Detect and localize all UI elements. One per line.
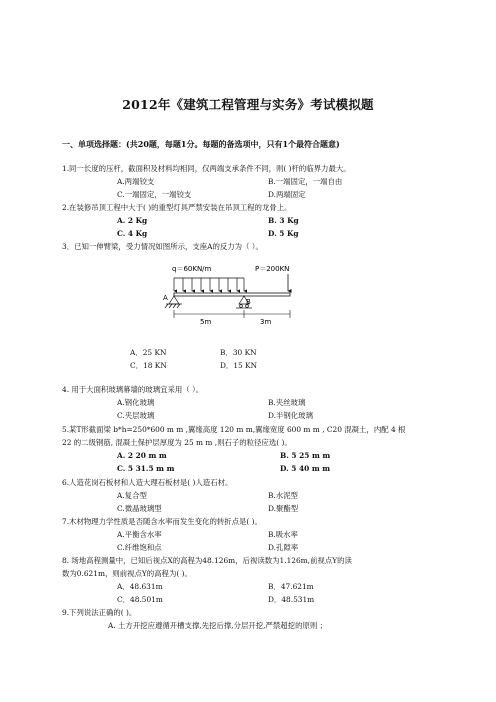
- span-2-label: 3m: [260, 318, 272, 326]
- question-1-option-d: D.两端固定: [268, 190, 306, 199]
- load-p-label: P＝200KN: [255, 265, 290, 273]
- question-4-option-b: B.夹丝玻璃: [268, 398, 306, 407]
- question-3-option-a: A．25 KN: [130, 348, 167, 357]
- question-6-stem: 6.人造花岗石板材和人造大理石板材是( )人造石材。: [62, 478, 233, 487]
- question-4-option-a: A.钢化玻璃: [117, 398, 155, 407]
- distributed-load: [174, 278, 244, 291]
- question-2-option-d: D. 5 Kg: [268, 229, 299, 238]
- load-q-label: q＝60KN/m: [172, 265, 212, 273]
- question-6-option-b: B.水泥型: [268, 491, 298, 500]
- question-7-option-b: B.吸水率: [268, 530, 298, 539]
- dimension-line: [174, 310, 290, 318]
- question-4-option-c: C.夹层玻璃: [117, 411, 155, 420]
- question-2-option-a: A. 2 Kg: [117, 216, 148, 225]
- question-5-option-b: B. 5 25 m m: [280, 451, 331, 460]
- question-6-option-d: D.聚酯型: [268, 504, 299, 513]
- question-7-stem: 7.木材物理力学性质是否随含水率而发生变化的转折点是( )。: [62, 517, 262, 526]
- question-7-option-d: D.孔隙率: [268, 543, 299, 552]
- question-2-option-b: B. 3 Kg: [268, 216, 299, 225]
- question-3-option-d: D．15 KN: [220, 361, 258, 370]
- question-1-stem: 1.同一长度的压杆，截面积及材料均相同，仅两端支承条件不同，则( )杆的临界力最大。: [62, 164, 351, 173]
- question-1-option-c: C.一端固定，一端铰支: [117, 190, 192, 199]
- question-8-stem-line-1: 8. 场地高程测量中，已知后视点X的高程为48.126m，后视读数为1.126m,前视点Y的读: [62, 556, 352, 565]
- question-8-option-a: A．48.631m: [117, 582, 163, 591]
- question-9-stem: 9.下列说法正确的( )。: [62, 608, 137, 617]
- span-1-label: 5m: [200, 318, 212, 326]
- question-8-stem-line-2: 数为0.621m，则前视点Y的高程为( )。: [62, 569, 192, 578]
- question-4-stem: 4. 用于大面积玻璃幕墙的玻璃宜采用（ ）。: [62, 385, 204, 394]
- beam: [174, 293, 290, 296]
- beam-diagram: [160, 262, 310, 330]
- question-2-option-c: C. 4 Kg: [117, 229, 148, 238]
- page-title: 2012年《建筑工程管理与实务》考试模拟题: [122, 97, 374, 112]
- section-heading: 一、单项选择题：(共20题，每题1分。每题的备选项中，只有1个最符合题意): [62, 139, 340, 149]
- question-9-option-a: A. 土方开挖应遵循开槽支撑,先挖后撑,分层开挖,严禁超挖的原则 ；: [108, 621, 327, 630]
- question-6-option-a: A.复合型: [117, 491, 147, 500]
- question-7-option-c: C.纤维饱和点: [117, 543, 162, 552]
- question-7-option-a: A.平衡含水率: [117, 530, 162, 539]
- support-a-label: A: [163, 294, 168, 302]
- question-3-stem: 3．已知一伸臂梁，受力情况如图所示，支座A的反力为（ ）。: [62, 242, 263, 251]
- support-b-label: B: [246, 298, 251, 306]
- question-5-option-c: C. 5 31.5 m m: [117, 464, 175, 473]
- question-8-option-c: C．48.501m: [117, 595, 163, 604]
- question-5-stem-line-1: 5.某T形截面梁 b*h=250*600 m m ,翼缘高度 120 m m,翼缘宽度 600 m m , C20 混凝土，内配 4 根: [62, 425, 406, 434]
- question-1-option-a: A.两端铰支: [117, 177, 155, 186]
- question-5-option-a: A. 2 20 m m: [117, 451, 167, 460]
- question-3-option-c: C．18 KN: [130, 361, 167, 370]
- question-5-stem-line-2: 22 的二级钢筋, 混凝土保护层厚度为 25 m m ,则石子的粒径应选( )。: [62, 438, 292, 447]
- question-2-stem: 2.在装修吊顶工程中大于( )的重型灯具严禁安装在吊顶工程的龙骨上。: [62, 203, 292, 212]
- question-5-option-d: D. 5 40 m m: [280, 464, 331, 473]
- question-8-option-d: D．48.531m: [268, 595, 315, 604]
- question-8-option-b: B．47.621m: [268, 582, 314, 591]
- question-1-option-b: B.一端固定，一端自由: [268, 177, 343, 186]
- question-3-option-b: B．30 KN: [220, 348, 257, 357]
- question-6-option-c: C.微晶玻璃型: [117, 504, 162, 513]
- question-4-option-d: D.半钢化玻璃: [268, 411, 313, 420]
